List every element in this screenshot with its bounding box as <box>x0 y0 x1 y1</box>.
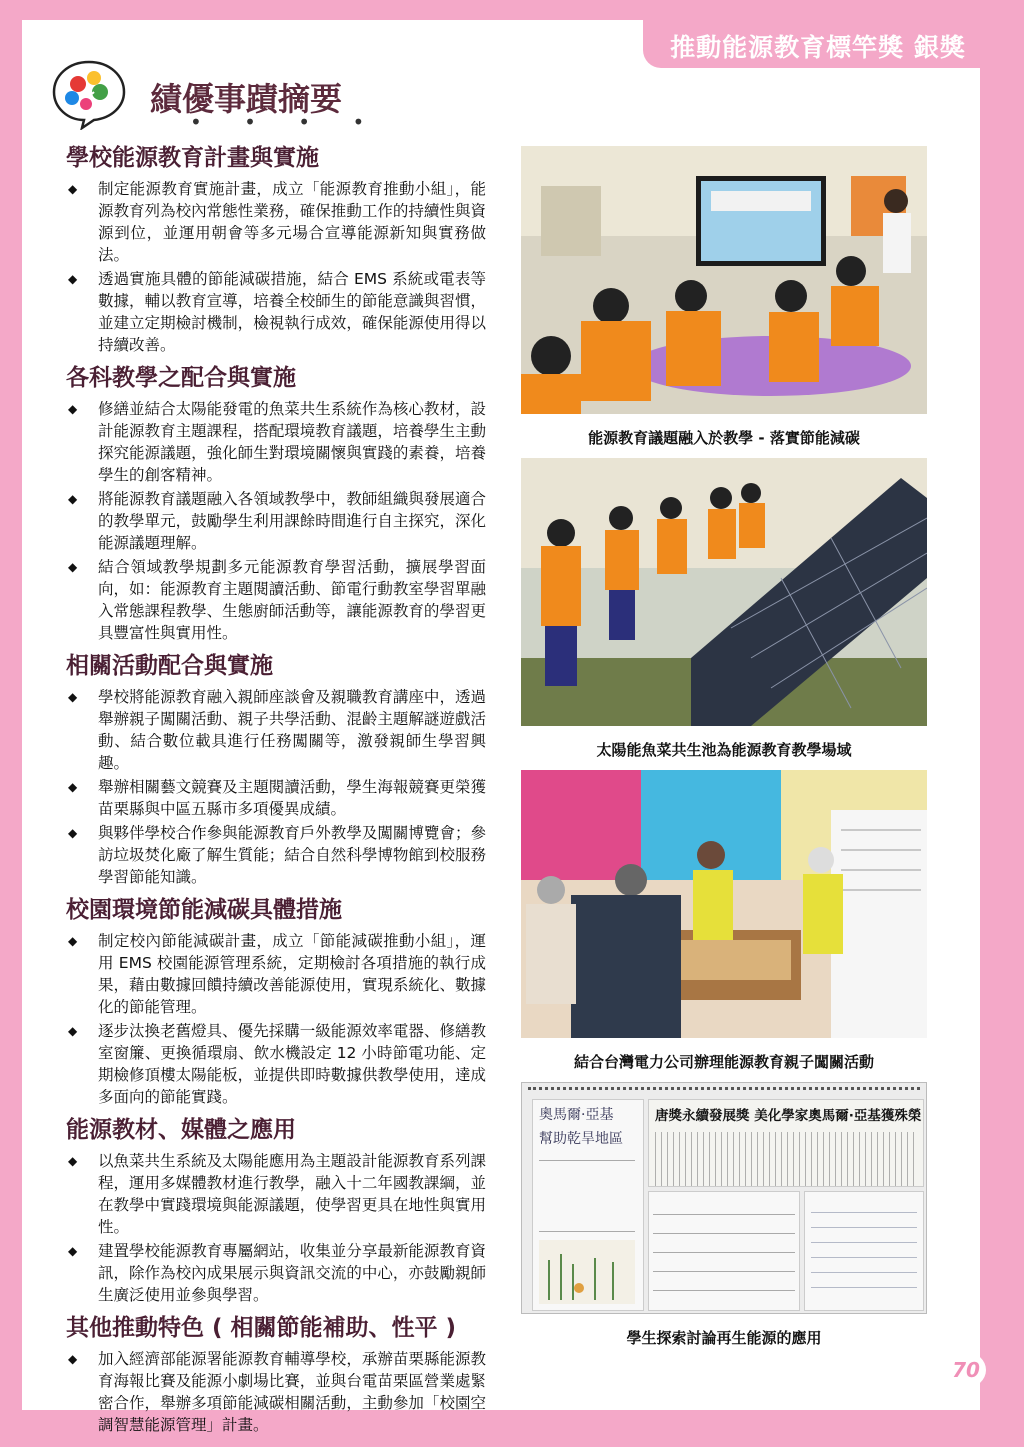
section-title: 相關活動配合與實施 <box>66 653 273 679</box>
section-title: 校園環境節能減碳具體措施 <box>66 897 342 923</box>
diamond-bullet-icon: ◆ <box>68 780 78 794</box>
section-plan <box>66 142 486 356</box>
list-item: ◆ 結合領域教學規劃多元能源教育學習活動，擴展學習面向，如：能源教育主題閱讀活動、節電行動教室學習單融入常態課程教學、生態廚師活動等，讓能源教育的學習更具豐富性與實用性。 <box>68 558 486 642</box>
photo-classroom <box>521 146 927 414</box>
diamond-bullet-icon: ◆ <box>68 934 78 948</box>
diamond-bullet-icon: ◆ <box>68 1352 78 1366</box>
list-item: ◆ 建置學校能源教育專屬網站，收集並分享最新能源教育資訊，除作為校內成果展示與資訊交流的中心，亦鼓勵親師生廣泛使用並參與學習。 <box>68 1242 486 1304</box>
diamond-bullet-icon: ◆ <box>68 182 78 196</box>
section-title: 學校能源教育計畫與實施 <box>66 145 319 171</box>
section-title: 能源教材、媒體之應用 <box>66 1117 296 1143</box>
photo-taipower-activity <box>521 770 927 1038</box>
photo-solar-panel <box>521 458 927 726</box>
section-campus <box>66 894 486 1108</box>
photo-caption: 能源教育議題融入於教學 - 落實節能減碳 <box>588 429 860 447</box>
worksheet-notes <box>804 1191 924 1311</box>
title-dots: • • • • <box>190 110 383 134</box>
newspaper-clip <box>648 1099 924 1187</box>
section-title: 各科教學之配合與實施 <box>66 365 296 391</box>
diamond-bullet-icon: ◆ <box>68 560 78 574</box>
photo-caption: 結合台灣電力公司辦理能源教育親子闖關活動 <box>573 1053 874 1071</box>
diamond-bullet-icon: ◆ <box>68 492 78 506</box>
page-title: 績優事蹟摘要 <box>150 80 343 118</box>
content-column <box>66 142 486 1442</box>
section-activities <box>66 650 486 888</box>
list-item: ◆ 透過實施具體的節能減碳措施，結合 EMS 系統或電表等數據，輔以教育宣導，培養全校師生的節能意識與習慣，並建立定期檢討機制，檢視執行成效，確保能源使用得以持續改善。 <box>68 270 486 354</box>
award-label: 推動能源教育標竿獎 銀獎 <box>670 33 966 62</box>
list-item: ◆ 制定校內節能減碳計畫，成立「節能減碳推動小組」，運用 EMS 校園能源管理系統，定期檢討各項措施的執行成果，藉由數據回饋持續改善能源使用，實現系統化、數據化的節能管理。 <box>68 932 486 1016</box>
list-item: ◆ 以魚菜共生系統及太陽能應用為主題設計能源教育系列課程，運用多媒體教材進行教學，融入十二年國教課綱，並在教學中實踐環境與能源議題，使學習更具在地性與實用性。 <box>68 1152 486 1236</box>
list-item: ◆ 舉辦相關藝文競賽及主題閱讀活動，學生海報競賽更榮獲苗栗縣與中區五縣市多項優異成績。 <box>68 778 486 818</box>
photo-caption: 太陽能魚菜共生池為能源教育教學場域 <box>596 741 852 759</box>
diamond-bullet-icon: ◆ <box>68 1154 78 1168</box>
diamond-bullet-icon: ◆ <box>68 690 78 704</box>
handwritten-name: 奧馬爾·亞基 <box>539 1107 614 1123</box>
section-materials <box>66 1114 486 1306</box>
page-number: 70 <box>946 1352 986 1388</box>
list-item: ◆ 將能源教育議題融入各領域教學中，教師組織與發展適合的教學單元，鼓勵學生利用課餘時間進行自主探究，深化能源議題理解。 <box>68 490 486 552</box>
diamond-bullet-icon: ◆ <box>68 826 78 840</box>
worksheet-table <box>648 1191 800 1311</box>
list-item: ◆ 與夥伴學校合作參與能源教育戶外教學及闖關博覽會；參訪垃圾焚化廠了解生質能；結合自然科學博物館到校服務學習節能知識。 <box>68 824 486 886</box>
worksheet-panel <box>532 1099 644 1311</box>
handwritten-topic: 幫助乾旱地區 <box>539 1131 623 1147</box>
photo-caption: 學生探索討論再生能源的應用 <box>626 1329 822 1347</box>
section-other <box>66 1312 486 1436</box>
list-item: ◆ 修繕並結合太陽能發電的魚菜共生系統作為核心教材，設計能源教育主題課程，搭配環境教育議題，培養學生主動探究能源議題，強化師生對環境關懷與實踐的素養，培養學生的創客精神。 <box>68 400 486 484</box>
newspaper-headline: 唐獎永續發展獎 美化學家奧馬爾·亞基獲殊榮 <box>655 1108 922 1124</box>
section-title: 其他推動特色 ( 相關節能補助、性平 ) <box>66 1315 457 1341</box>
spiral-binding <box>528 1087 920 1098</box>
photo-worksheet <box>521 1082 927 1314</box>
list-item: ◆ 學校將能源教育融入親師座談會及親職教育講座中，透過舉辦親子闖關活動、親子共學活動、混齡主題解謎遊戲活動、結合數位載具進行任務闖關等，激發親師生學習興趣。 <box>68 688 486 772</box>
drawing-sketch <box>539 1240 635 1304</box>
diamond-bullet-icon: ◆ <box>68 1244 78 1258</box>
diamond-bullet-icon: ◆ <box>68 402 78 416</box>
diamond-bullet-icon: ◆ <box>68 1024 78 1038</box>
diamond-bullet-icon: ◆ <box>68 272 78 286</box>
list-item: ◆ 逐步汰換老舊燈具、優先採購一級能源效率電器、修繕教室窗簾、更換循環扇、飲水機設定 12 小時節電功能、定期檢修頂樓太陽能板，並提供即時數據供教學使用，達成多面向的節能實踐。 <box>68 1022 486 1106</box>
list-item: ◆ 加入經濟部能源署能源教育輔導學校，承辦苗栗縣能源教育海報比賽及能源小劇場比賽，並與台電苗栗區營業處緊密合作，舉辦多項節能減碳相關活動，主動參加「校園空調智慧能源管理」計畫。 <box>68 1350 486 1434</box>
list-item: ◆ 制定能源教育實施計畫，成立「能源教育推動小組」，能源教育列為校內常態性業務，確保推動工作的持續性與資源到位，並運用朝會等多元場合宣導能源新知與實務做法。 <box>68 180 486 264</box>
school-logo-icon <box>48 58 130 130</box>
section-teaching <box>66 362 486 644</box>
